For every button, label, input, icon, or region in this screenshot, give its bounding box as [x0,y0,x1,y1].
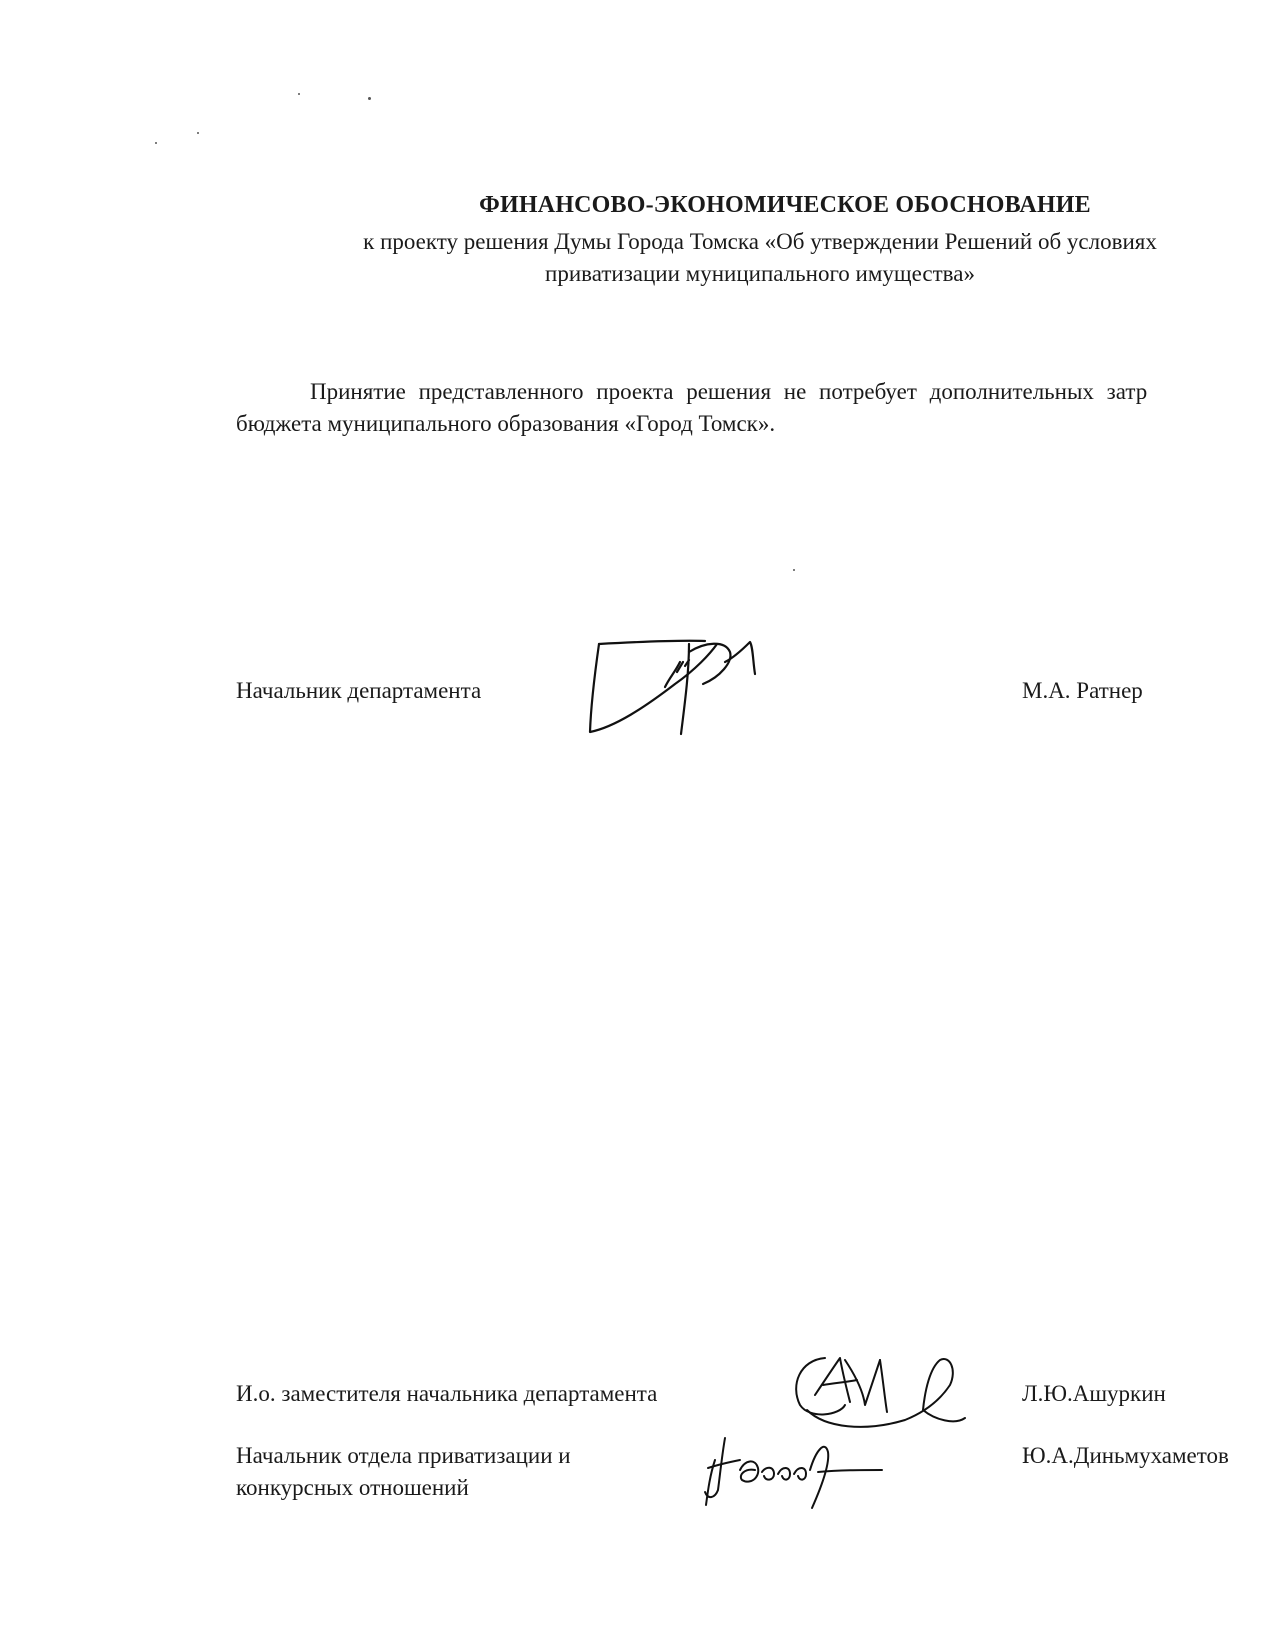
scan-speck [197,132,199,134]
scan-speck [793,569,795,571]
scan-speck [298,93,300,95]
body-line: Принятие представленного проекта решения не потребует дополнительных затр [310,379,1148,404]
signer-name: Л.Ю.Ашуркин [1022,1381,1166,1406]
signer-position-line: конкурсных отношений [236,1475,469,1500]
subtitle-line: к проекту решения Думы Города Томска «Об утверждении Решений об условиях [363,229,1157,254]
document-title: ФИНАНСОВО-ЭКОНОМИЧЕСКОЕ ОБОСНОВАНИЕ [479,192,1091,218]
scan-speck [155,142,157,144]
body-paragraph [236,376,1275,440]
signer-position [236,1440,571,1504]
signer-position-line: Начальник отдела приватизации и [236,1443,571,1468]
scan-speck [368,97,371,100]
signer-name: Ю.А.Диньмухаметов [1022,1443,1229,1468]
document-subtitle [300,226,1220,290]
handwritten-signature-icon [700,1430,900,1515]
body-line: бюджета муниципального образования «Город Томск». [236,411,776,436]
signer-name: М.А. Ратнер [1022,678,1143,703]
subtitle-line: приватизации муниципального имущества» [545,261,975,286]
signer-position: Начальник департамента [236,678,482,703]
handwritten-signature-icon [585,632,805,747]
signer-position: И.о. заместителя начальника департамента [236,1381,658,1406]
